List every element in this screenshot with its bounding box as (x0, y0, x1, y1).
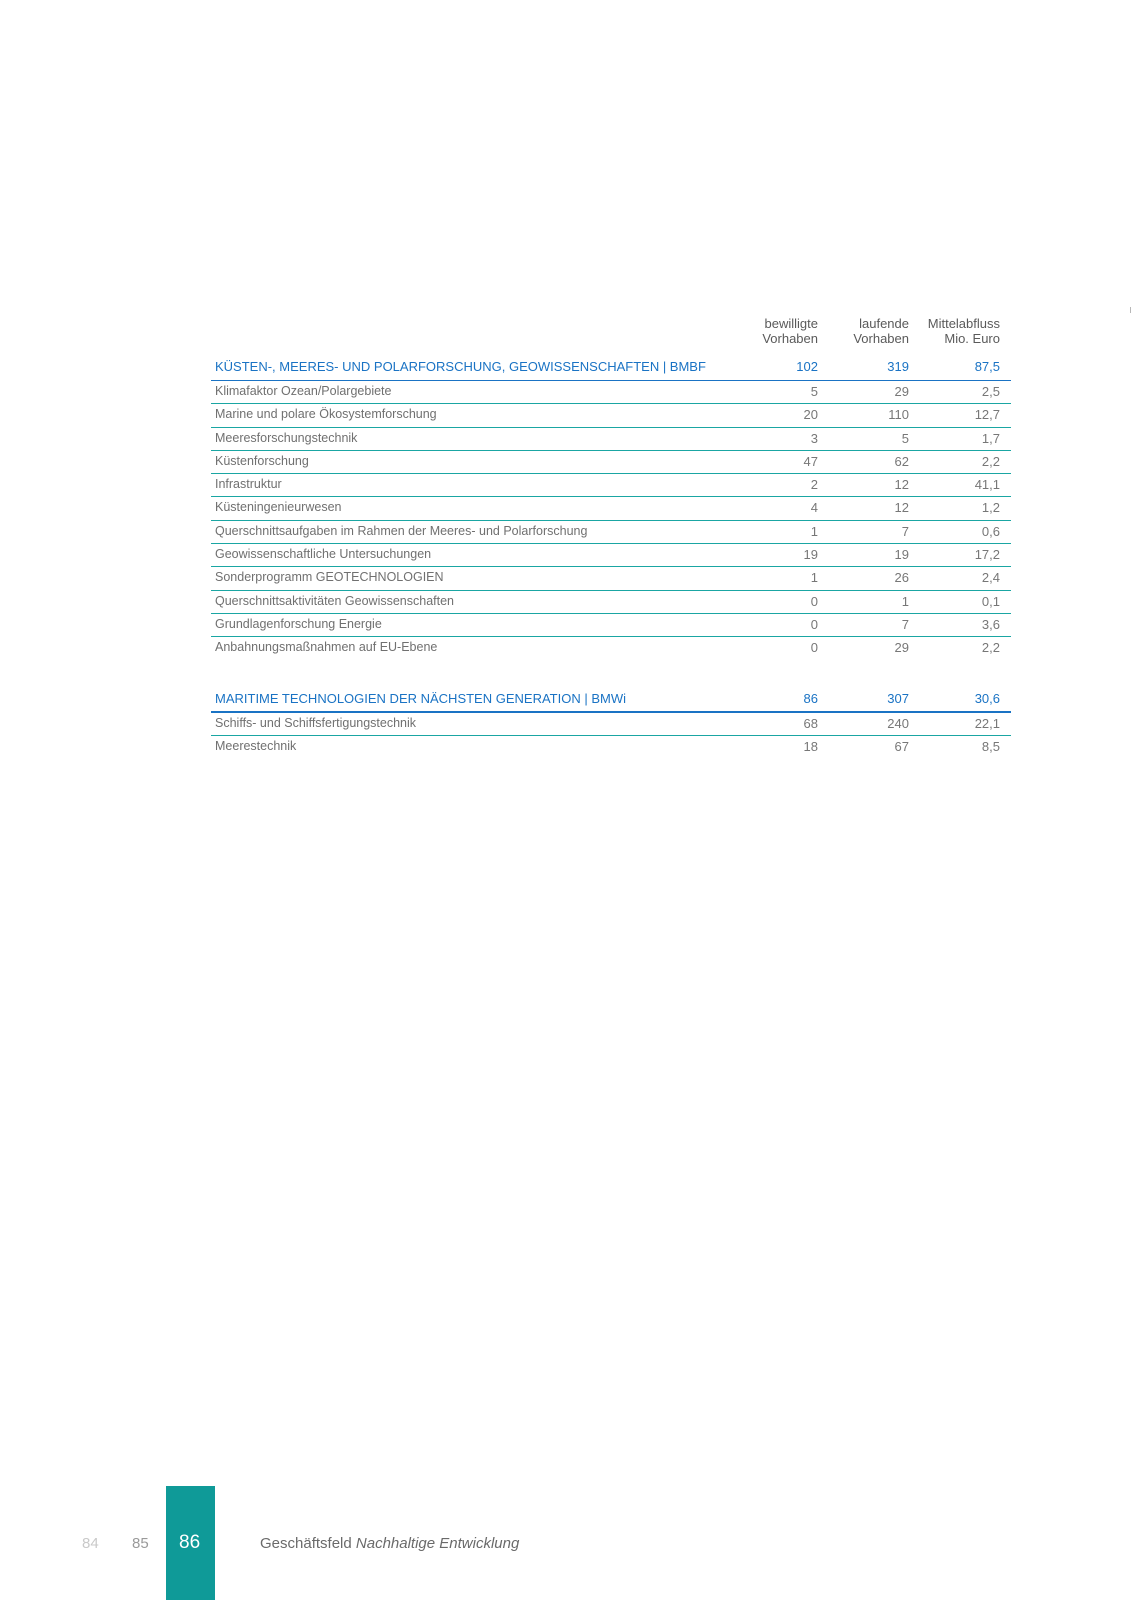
row-label: Schiffs- und Schiffsfertigungstechnik (215, 715, 417, 730)
column-headers (215, 316, 1013, 354)
value-bewilligte: 47 (803, 453, 818, 469)
table-row (215, 474, 1013, 497)
table-row (215, 544, 1013, 567)
row-label: Marine und polare Ökosystemforschung (215, 407, 437, 422)
value-mittelabfluss: 17,2 (974, 547, 1000, 563)
row-label: Grundlagenforschung Energie (215, 616, 382, 631)
row-label: Infrastruktur (215, 477, 282, 492)
row-label: MARITIME TECHNOLOGIEN DER NÄCHSTEN GENERATION | BMWi (215, 690, 626, 706)
value-laufende: 19 (894, 547, 909, 563)
section-header-row (215, 686, 1013, 713)
value-bewilligte: 3 (810, 430, 818, 446)
value-bewilligte: 1 (810, 570, 818, 586)
value-mittelabfluss: 41,1 (974, 477, 1000, 493)
value-laufende: 319 (887, 359, 909, 374)
table-row (215, 451, 1013, 474)
row-label: Geowissenschaftliche Untersuchungen (215, 547, 432, 562)
page-number-84[interactable]: 84 (82, 1535, 99, 1552)
value-bewilligte: 20 (803, 407, 818, 423)
row-label: Anbahnungsmaßnahmen auf EU-Ebene (215, 640, 438, 655)
table-row (215, 736, 1013, 759)
value-laufende: 307 (887, 690, 909, 706)
table-row (215, 614, 1013, 637)
value-bewilligte: 19 (803, 547, 818, 563)
value-laufende: 5 (901, 430, 909, 446)
table-row (215, 428, 1013, 451)
row-label: Küstenforschung (215, 453, 309, 468)
value-bewilligte: 4 (810, 500, 818, 516)
value-mittelabfluss: 2,2 (981, 640, 1000, 656)
table-row (215, 637, 1013, 660)
value-bewilligte: 5 (810, 384, 818, 399)
table-body (215, 354, 1013, 759)
value-laufende: 26 (894, 570, 909, 586)
section-header-row (215, 354, 1013, 381)
table-section (215, 686, 1013, 760)
value-mittelabfluss: 3,6 (981, 616, 1000, 632)
value-mittelabfluss: 2,4 (981, 570, 1000, 586)
value-laufende: 7 (901, 523, 909, 539)
value-laufende: 12 (894, 500, 909, 516)
value-laufende: 29 (894, 640, 909, 656)
table-section (215, 354, 1013, 661)
page-number-85[interactable]: 85 (132, 1535, 149, 1552)
value-laufende: 12 (894, 477, 909, 493)
row-label: Querschnittsaktivitäten Geowissenschaften (215, 593, 455, 608)
row-label: KÜSTEN-, MEERES- UND POLARFORSCHUNG, GEOWISSENSCHAFTEN | BMBF (215, 359, 706, 374)
value-bewilligte: 18 (803, 738, 818, 754)
footer-section-title: Geschäftsfeld Nachhaltige Entwicklung (260, 1535, 520, 1552)
edge-mark (1130, 307, 1131, 313)
table-row (215, 567, 1013, 590)
column-header-bewilligte: bewilligte Vorhaben (762, 316, 818, 346)
value-laufende: 1 (901, 593, 909, 609)
value-mittelabfluss: 2,2 (981, 453, 1000, 469)
table-row (215, 521, 1013, 544)
table-row (215, 404, 1013, 427)
value-mittelabfluss: 2,5 (981, 384, 1000, 399)
value-mittelabfluss: 0,6 (981, 523, 1000, 539)
row-label: Küsteningenieurwesen (215, 500, 342, 515)
page-number-86: 86 (179, 1532, 201, 1553)
row-label: Meerestechnik (215, 738, 297, 753)
value-bewilligte: 0 (810, 640, 818, 656)
value-bewilligte: 0 (810, 593, 818, 609)
row-label: Klimafaktor Ozean/Polargebiete (215, 384, 392, 398)
value-laufende: 110 (888, 407, 909, 423)
table-row (215, 381, 1013, 404)
value-bewilligte: 2 (810, 477, 818, 493)
table-row (215, 591, 1013, 614)
table-row (215, 497, 1013, 520)
section-gap (215, 661, 1013, 686)
row-label: Meeresforschungstechnik (215, 430, 358, 445)
value-mittelabfluss: 12,7 (974, 407, 1000, 423)
value-bewilligte: 86 (803, 690, 818, 706)
value-mittelabfluss: 1,7 (981, 430, 1000, 446)
value-laufende: 29 (894, 384, 909, 399)
value-bewilligte: 102 (796, 359, 818, 374)
value-bewilligte: 1 (810, 523, 818, 539)
value-mittelabfluss: 87,5 (974, 359, 1000, 374)
value-mittelabfluss: 22,1 (974, 715, 1000, 731)
value-laufende: 67 (894, 738, 909, 754)
column-header-laufende: laufende Vorhaben (853, 316, 909, 346)
value-laufende: 7 (901, 616, 909, 632)
value-mittelabfluss: 30,6 (974, 690, 1000, 706)
row-label: Sonderprogramm GEOTECHNOLOGIEN (215, 570, 444, 585)
column-header-mittelabfluss: Mittelabfluss Mio. Euro (927, 316, 1000, 346)
value-laufende: 240 (887, 715, 909, 731)
value-mittelabfluss: 1,2 (981, 500, 1000, 516)
table-row (215, 713, 1013, 736)
row-label: Querschnittsaufgaben im Rahmen der Meeres- und Polarforschung (215, 523, 588, 538)
value-mittelabfluss: 8,5 (981, 738, 1000, 754)
value-bewilligte: 68 (803, 715, 818, 731)
value-laufende: 62 (894, 453, 909, 469)
value-bewilligte: 0 (810, 616, 818, 632)
value-mittelabfluss: 0,1 (981, 593, 1000, 609)
funding-table (215, 316, 1013, 759)
